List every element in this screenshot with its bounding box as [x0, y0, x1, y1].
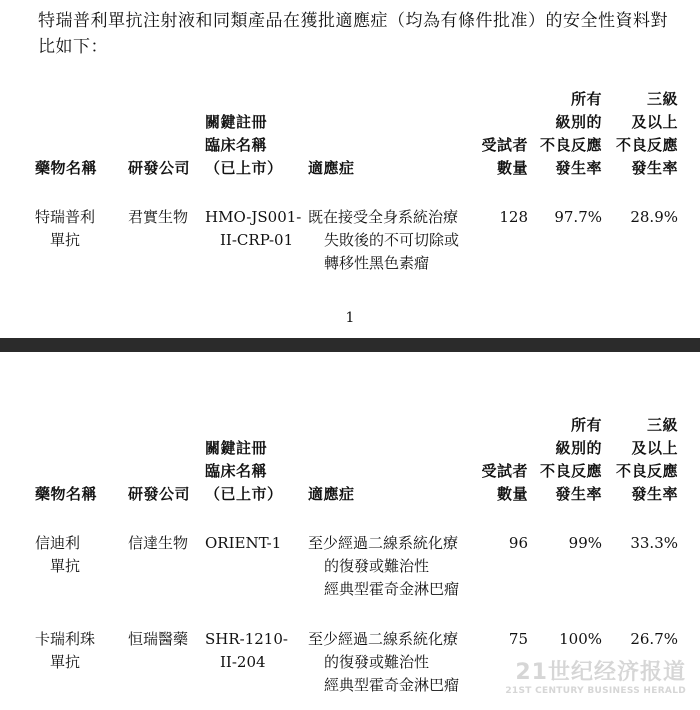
row-indication: 至少經過二線系統化療 的復發或難治性 經典型霍奇金淋巴瘤: [308, 630, 460, 694]
row-trial-name: ORIENT-1: [205, 534, 282, 552]
row-trial-name: HMO-JS001- II-CRP-01: [205, 208, 302, 249]
row-drug-name: 信迪利 單抗: [35, 534, 81, 575]
row-ae-grade3: 28.9%: [630, 208, 678, 226]
row-subjects: 75: [508, 630, 528, 648]
header-ae-all-grades: 所有 級別的 不良反應 發生率: [539, 416, 602, 503]
row-subjects: 128: [499, 208, 528, 226]
watermark-sub: 21ST CENTURY BUSINESS HERALD: [505, 686, 686, 696]
header-drug-name: 藥物名稱: [35, 485, 98, 503]
row-ae-all-grades: 100%: [559, 630, 602, 648]
row-company: 恒瑞醫藥: [128, 630, 189, 648]
page-number: 1: [345, 310, 355, 326]
row-indication: 既在接受全身系統治療 失敗後的不可切除或 轉移性黑色素瘤: [308, 208, 460, 272]
row-trial-name: SHR-1210- II-204: [205, 630, 288, 671]
header-company: 研發公司: [128, 485, 191, 503]
header-ae-all-grades: 所有 級別的 不良反應 發生率: [539, 90, 602, 177]
row-subjects: 96: [508, 534, 528, 552]
header-ae-grade3: 三級 及以上 不良反應 發生率: [615, 416, 678, 503]
watermark-main: 21世纪经济报道: [515, 660, 686, 685]
intro-paragraph: 特瑞普利單抗注射液和同類產品在獲批適應症（均為有條件批准）的安全性資料對比如下：: [38, 11, 668, 57]
row-ae-all-grades: 99%: [568, 534, 602, 552]
row-ae-all-grades: 97.7%: [554, 208, 602, 226]
header-ae-grade3: 三級 及以上 不良反應 發生率: [615, 90, 678, 177]
row-indication: 至少經過二線系統化療 的復發或難治性 經典型霍奇金淋巴瘤: [308, 534, 460, 598]
header-indication: 適應症: [308, 485, 355, 503]
row-company: 信達生物: [128, 534, 189, 552]
header-trial-name: 關鍵註冊 臨床名稱 （已上市）: [205, 113, 283, 177]
row-drug-name: 卡瑞利珠 單抗: [35, 630, 96, 671]
page-divider: [0, 338, 700, 352]
header-company: 研發公司: [128, 159, 191, 177]
row-ae-grade3: 26.7%: [630, 630, 678, 648]
header-subjects: 受試者 數量: [481, 136, 528, 177]
row-company: 君實生物: [128, 208, 189, 226]
document-page-1: [0, 0, 700, 338]
header-subjects: 受試者 數量: [481, 462, 528, 503]
header-drug-name: 藥物名稱: [35, 159, 98, 177]
header-trial-name: 關鍵註冊 臨床名稱 （已上市）: [205, 439, 283, 503]
row-ae-grade3: 33.3%: [630, 534, 678, 552]
watermark-logo: [505, 655, 686, 696]
row-drug-name: 特瑞普利 單抗: [35, 208, 96, 249]
header-indication: 適應症: [308, 159, 355, 177]
